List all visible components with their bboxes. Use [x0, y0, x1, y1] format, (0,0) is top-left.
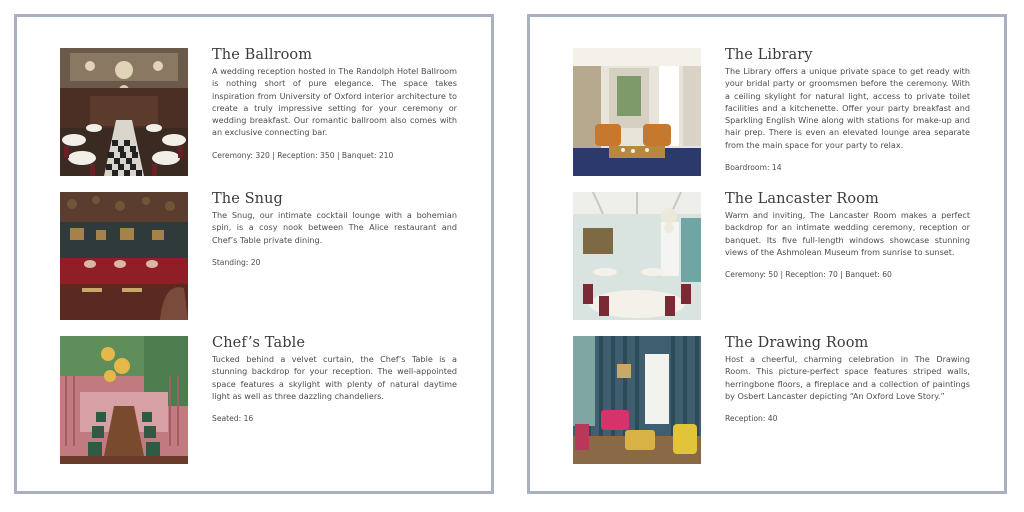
venue-chefs-table [60, 336, 480, 466]
snug-photo [60, 192, 188, 320]
venue-ballroom [60, 48, 480, 178]
venue-title: The Snug [212, 191, 283, 207]
venue-title: Chef’s Table [212, 335, 306, 351]
ballroom-photo [60, 48, 188, 176]
venue-lancaster-room [573, 192, 993, 322]
venue-description: A wedding reception hosted in The Randolph Hotel Ballroom is nothing short of pure elegance. The space takes inspiration from University of Oxford interior architecture to create a truly impressive setting for your ceremony or wedding breakfast. Our romantic ballroom also comes with an exclusive connecting bar. [212, 66, 457, 138]
venue-description: Host a cheerful, charming celebration in The Drawing Room. This picture-perfect space features striped walls, herringbone floors, a fireplace and a collection of paintings by Osbert Lancaster depicting “An Oxford Love Story.” [725, 354, 970, 401]
venue-description: Warm and inviting, The Lancaster Room makes a perfect backdrop for an intimate wedding ceremony, reception or banquet. Its five full-length windows showcase stunning views of the Ashmolean Museum from sunrise to sunset. [725, 210, 970, 257]
lancaster-room-photo [573, 192, 701, 320]
venue-capacity: Reception: 40 [725, 414, 778, 424]
venue-title: The Library [725, 47, 813, 63]
venue-capacity: Standing: 20 [212, 257, 261, 267]
drawing-room-photo [573, 336, 701, 464]
left-page-panel [14, 14, 494, 494]
venue-snug [60, 192, 480, 322]
right-page-panel [527, 14, 1007, 494]
venue-description: The Snug, our intimate cocktail lounge with a bohemian spin, is a cosy nook between The Alice restaurant and Chef’s Table private dining. [212, 210, 457, 245]
venue-title: The Lancaster Room [725, 191, 879, 207]
library-photo [573, 48, 701, 176]
venue-description: Tucked behind a velvet curtain, the Chef’s Table is a stunning backdrop for your reception. The well-appointed space features a skylight with plenty of natural daytime light as well as three dazzling chandeliers. [212, 354, 457, 401]
venue-capacity: Ceremony: 50 | Reception: 70 | Banquet: 60 [725, 270, 892, 280]
chefs-table-photo [60, 336, 188, 464]
venue-title: The Drawing Room [725, 335, 869, 351]
venue-description: The Library offers a unique private space to get ready with your bridal party or groomsmen before the ceremony. With a ceiling skylight for natural light, access to private toilet facilities and a kitchenette. Offer your party breakfast and Sparkling English Wine along with stations for make-up and hair prep. There is even an elevated lounge area separate from the main space for your party to relax. [725, 66, 970, 150]
venue-library [573, 48, 993, 178]
venue-capacity: Seated: 16 [212, 414, 254, 424]
venue-capacity: Boardroom: 14 [725, 163, 782, 173]
venue-title: The Ballroom [212, 47, 313, 63]
venue-capacity: Ceremony: 320 | Reception: 350 | Banquet: 210 [212, 150, 394, 160]
venue-drawing-room [573, 336, 993, 466]
